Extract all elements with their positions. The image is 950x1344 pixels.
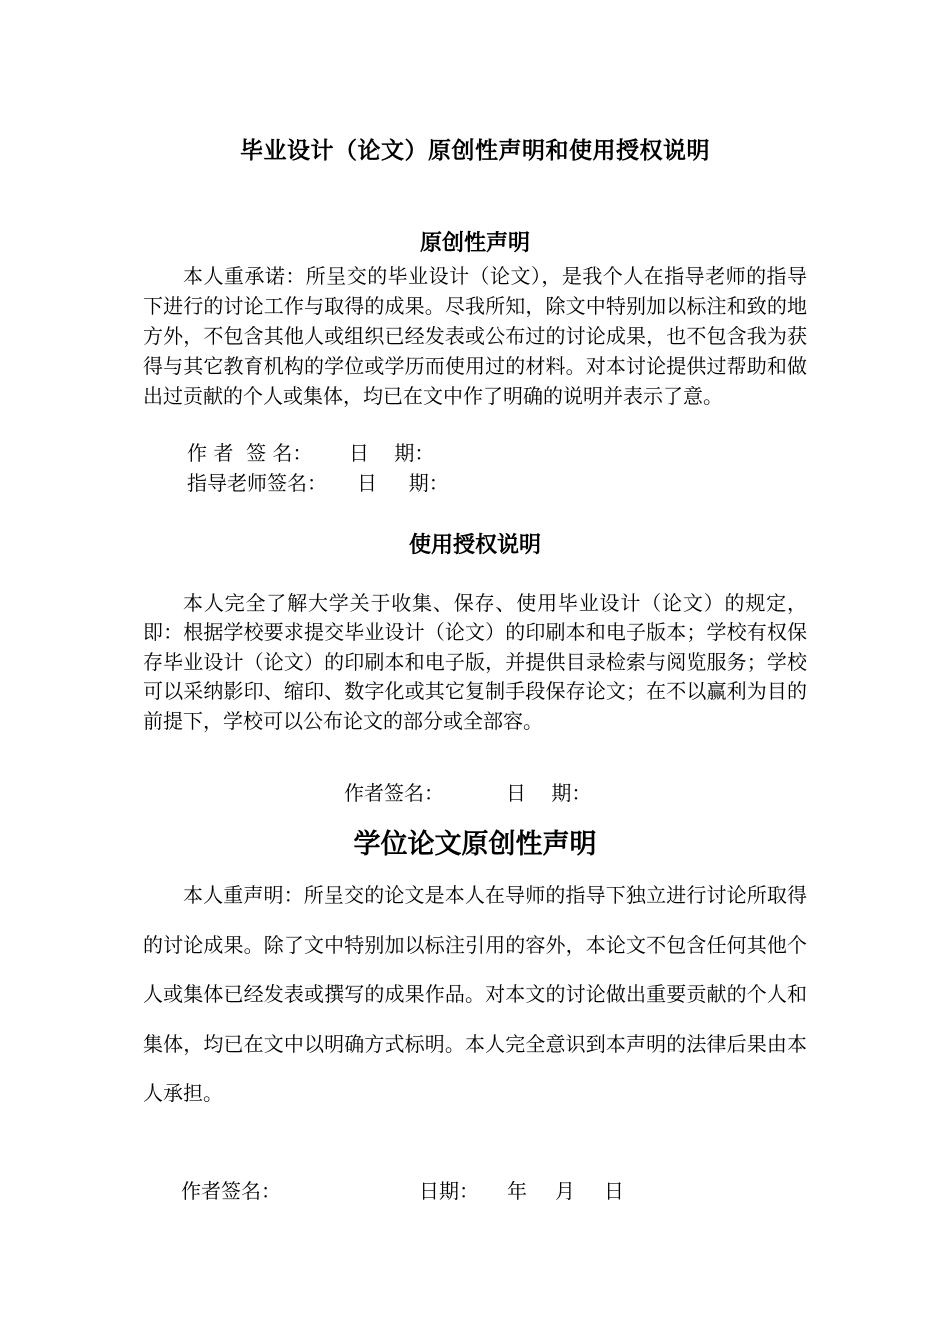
authorization-author-sign-label: 作者签名： — [344, 781, 444, 805]
authorization-heading: 使用授权说明 — [408, 533, 541, 558]
degree-heading: 学位论文原创性声明 — [353, 829, 597, 860]
advisor-date-label: 日 期： — [357, 471, 449, 495]
originality-heading: 原创性声明 — [419, 231, 530, 256]
degree-paragraph: 本人重声明：所呈交的论文是本人在导师的指导下独立进行讨论所取得的讨论成果。除了文中特别加以标注引用的容外，本论文不包含任何其他个人或集体已经发表或撰写的成果作品。对本文的讨论做出重要贡献的个人和集体，均已在文中以明确方式标明。本人完全意识到本声明的法律后果由本人承担。 — [143, 883, 807, 1105]
authorization-body — [143, 589, 807, 736]
degree-date-label: 日期： — [419, 1179, 479, 1203]
originality-paragraph: 本人重承诺：所呈交的毕业设计（论文），是我个人在指导老师的指导下进行的讨论工作与取得的成果。尽我所知，除文中特别加以标注和致的地方外，不包含其他人或组织已经发表或公布过的讨论成果，也不包含我为获得与其它教育机构的学位或学历而使用过的材料。对本讨论提供过帮助和做出过贡献的个人或集体，均已在文中作了明确的说明并表示了意。 — [143, 264, 807, 408]
document-title: 毕业设计（论文）原创性声明和使用授权说明 — [240, 138, 710, 164]
originality-author-date-label: 日 期： — [349, 441, 435, 465]
originality-body — [143, 261, 807, 411]
advisor-sign-label: 指导老师签名： — [187, 471, 327, 495]
degree-month-label: 月 — [555, 1179, 575, 1203]
authorization-paragraph: 本人完全了解大学关于收集、保存、使用毕业设计（论文）的规定，即：根据学校要求提交毕业设计（论文）的印刷本和电子版本；学校有权保存毕业设计（论文）的印刷本和电子版，并提供目录检索与阅览服务；学校可以采纳影印、缩印、数字化或其它复制手段保存论文；在不以赢利为目的前提下，学校可以公布论文的部分或全部容。 — [143, 591, 807, 733]
degree-day-label: 日 — [604, 1179, 624, 1203]
authorization-date-label: 日 期： — [506, 781, 592, 805]
degree-year-label: 年 — [507, 1179, 527, 1203]
degree-author-sign-label: 作者签名： — [181, 1179, 281, 1203]
originality-author-sign-label: 作 者 签 名： — [187, 441, 313, 465]
degree-body — [143, 871, 807, 1119]
